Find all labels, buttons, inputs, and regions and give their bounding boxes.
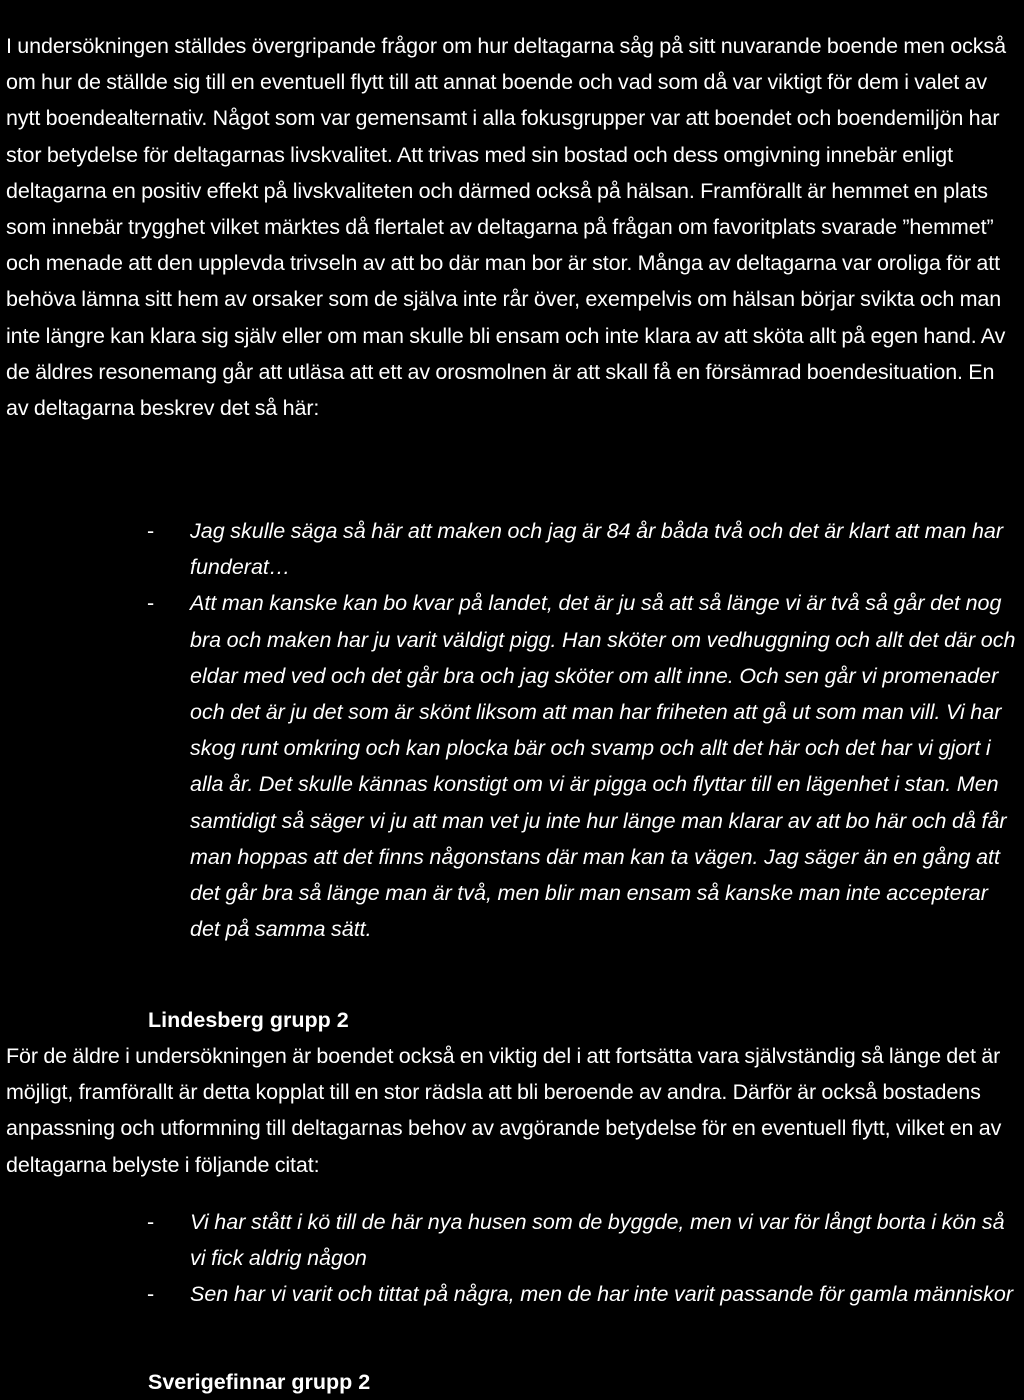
quote-item xyxy=(0,1204,1024,1276)
quote-source-label: Sverigefinnar grupp 2 xyxy=(148,1370,371,1394)
quote-item xyxy=(0,1276,1024,1312)
quote-text: Jag skulle säga så här att maken och jag är 84 år båda två och det är klart att man har funderat… xyxy=(190,519,1004,580)
quote-list-lindesberg xyxy=(0,513,1024,947)
quote-text: Vi har stått i kö till de här nya husen som de byggde, men vi var för långt borta i kön så vi fick aldrig någon xyxy=(190,1210,1005,1271)
quote-text: Att man kanske kan bo kvar på landet, det är ju så att så länge vi är två så går det nog bra och maken har ju varit väldigt pigg. Han sköter om vedhuggning och allt det där och eldar med ved och det går bra och jag sköter om allt inne. Och sen går vi promenader och det är ju det som är skönt liksom att man har friheten att gå ut som man vill. Vi har skog runt omkring och kan plocka bär och svamp och allt det här och det har vi gjort i alla år. Det skulle kännas konstigt om vi är pigga och flyttar till en lägenhet i stan. Men samtidigt så säger vi ju att man vet ju inte hur länge man klarar av att bo här och då får man hoppas att det finns någonstans där man kan ta vägen. Jag säger än en gång att det går bra så länge man är två, men blir man ensam så kanske man inte accepterar det på samma sätt. xyxy=(190,591,1016,942)
quote-item xyxy=(0,513,1024,585)
quote-source-label: Lindesberg grupp 2 xyxy=(148,1008,349,1032)
list-dash: - xyxy=(147,519,155,543)
quote-text: Sen har vi varit och tittat på några, men de har inte varit passande för gamla människor xyxy=(190,1282,1013,1307)
list-dash: - xyxy=(147,1210,155,1234)
second-paragraph: För de äldre i undersökningen är boendet också en viktig del i att fortsätta vara självständig så länge det är möjligt, framförallt är detta kopplat till en stor rädsla att bli beroende av andra. Därför är också bostadens anpassning och utformning till deltagarnas behov av avgörande betydelse för en eventuell flytt, vilket en av deltagarna belyste i följande citat: xyxy=(6,1044,1002,1177)
list-dash: - xyxy=(147,591,155,616)
intro-paragraph: I undersökningen ställdes övergripande frågor om hur deltagarna såg på sitt nuvarande boende men också om hur de ställde sig till en eventuell flytt till att annat boende och vad som då var viktigt för dem i valet av nytt boendealternativ. Något som var gemensamt i alla fokusgrupper var att boendet och boendemiljön har stor betydelse för deltagarnas livskvalitet. Att trivas med sin bostad och dess omgivning innebär enligt deltagarna en positiv effekt på livskvaliteten och därmed också på hälsan. Framförallt är hemmet en plats som innebär trygghet vilket märktes då flertalet av deltagarna på frågan om favoritplats svarade ”hemmet” och menade att den upplevda trivseln av att bo där man bor är stor. Många av deltagarna var oroliga för att behöva lämna sitt hem av orsaker som de själva inte rår över, exempelvis om hälsan börjar svikta och man inte längre kan klara sig själv eller om man skulle bli ensam och inte klara av att sköta allt på egen hand. Av de äldres resonemang går att utläsa att ett av orosmolnen är att skall få en försämrad boendesituation. En av deltagarna beskrev det så här: xyxy=(6,34,1006,421)
list-dash: - xyxy=(147,1282,155,1307)
quote-item xyxy=(0,585,1024,947)
quote-list-sverigefinnar xyxy=(0,1204,1024,1313)
